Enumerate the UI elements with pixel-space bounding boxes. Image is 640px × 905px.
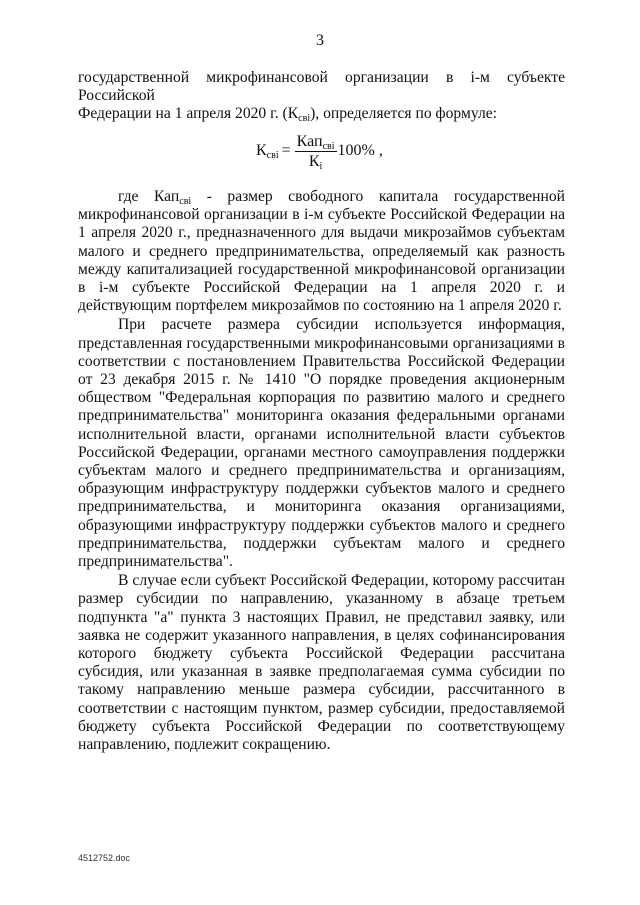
- paragraph-subsidy-reduction: В случае если субъект Российской Федерации, которому рассчитан размер субсидии по направлению, указанному в абзаце третьем подпункта "а" пункта 3 настоящих Правил, не представил заявку, или заявка не содержит указанного направления, в целях софинансирования которого бюджету субъекта Российской Федерации рассчитана субсидия, или указанная в заявке предполагаемая сумма субсидии по такому направлению меньше размера субсидии, рассчитанного в соответствии с настоящим пунктом, размер субсидии, предоставляемой бюджету субъекта Российской Федерации по соответствующему направлению, подлежит сокращению.: [78, 572, 565, 754]
- intro-paragraph: [78, 69, 565, 124]
- intro-text: Федерации на 1 апреля 2020 г. (К: [78, 105, 299, 123]
- formula-fraction: [295, 133, 337, 170]
- document-file-code: 4512752.doc: [78, 853, 131, 863]
- formula-percent: 100%: [337, 142, 375, 159]
- formula-denominator: $К_i$: [308, 152, 323, 172]
- formula-comma: ,: [378, 142, 383, 159]
- intro-line-1: государственной микрофинансовой организации в i-м субъекте Российской: [78, 69, 565, 105]
- intro-subscript: свi: [298, 113, 311, 125]
- formula-numerator: Кап$_{свi}$: [296, 132, 335, 152]
- intro-line-2: [78, 105, 565, 123]
- page-number: 3: [316, 32, 324, 49]
- formula-lhs: $К_{свi}$: [256, 142, 279, 161]
- formula: [256, 128, 383, 174]
- intro-text-end: ), определяется по формуле:: [310, 105, 497, 123]
- main-text: [78, 188, 565, 754]
- formula-equals: =: [281, 142, 291, 159]
- paragraph-information-source: При расчете размера субсидии используется информация, представленная государственными микрофинансовыми организациями в соответствии с постановлением Правительства Российской Федерации от 23 декабря 2015 г. № 1410 "О порядке проведения акционерным обществом "Федеральная корпорация по развитию малого и среднего предпринимательства" мониторинга оказания федеральными органами исполнительной власти, органами исполнительной власти субъектов Российской Федерации, органами местного самоуправления поддержки субъектам малого и среднего предпринимательства и организациям, образующим инфраструктуру поддержки субъектов малого и среднего предпринимательства, и мониторинга оказания организациями, образующими инфраструктуру поддержки субъектов малого и среднего предпринимательства, поддержки субъектам малого и среднего предпринимательства".: [78, 316, 565, 571]
- definition-paragraph: где Кап$_{свi}$ - размер свободного капитала государственной микрофинансовой организации в i-м субъекте Российской Федерации на 1 апреля 2020 г., предназначенного для выдачи микрозаймов субъектам малого и среднего предпринимательства, определяемый как разность между капитализацией государственной микрофинансовой организации в i-м субъекте Российской Федерации на 1 апреля 2020 г. и действующим портфелем микрозаймов по состоянию на 1 апреля 2020 г.: [78, 188, 565, 315]
